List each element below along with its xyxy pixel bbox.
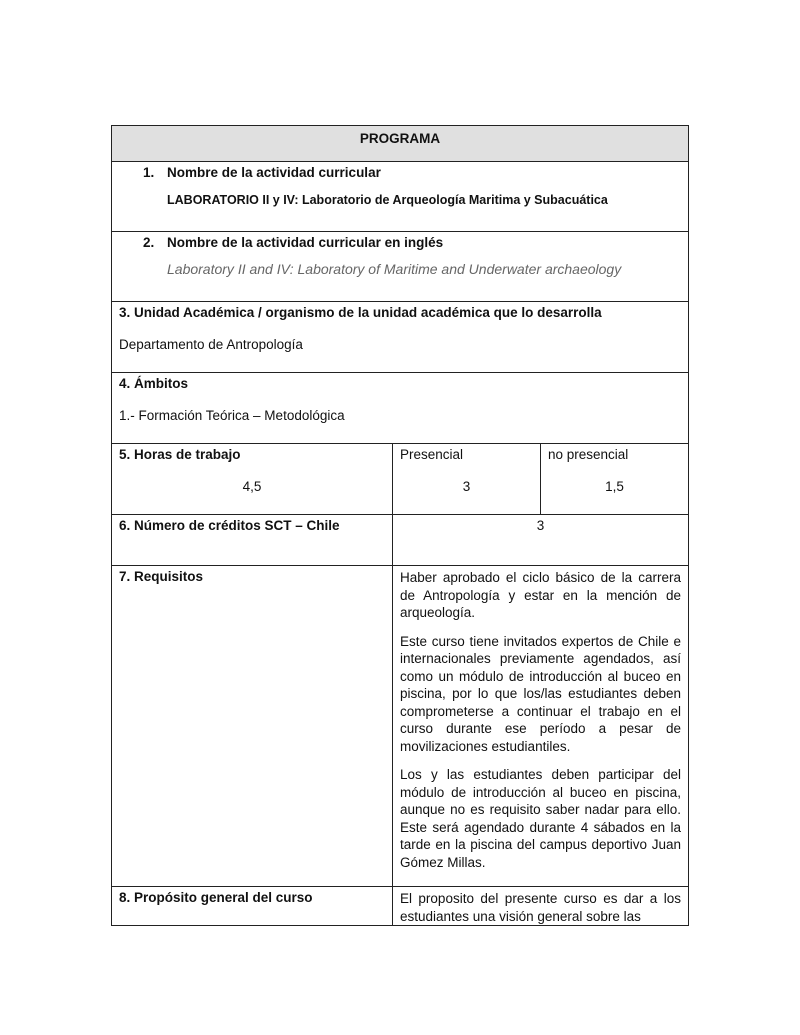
presencial-value: 3 <box>462 479 471 494</box>
section-2-value: Laboratory II and IV: Laboratory of Maritime and Underwater archaeology <box>167 261 622 277</box>
section-3-value: Departamento de Antropología <box>119 337 303 352</box>
section-5-row <box>112 444 689 515</box>
section-4-value: 1.- Formación Teórica – Metodológica <box>119 408 345 423</box>
section-1-row <box>112 162 689 232</box>
credits-value-cell <box>393 515 689 566</box>
work-hours-total: 4,5 <box>242 479 262 494</box>
section-1-heading <box>143 165 681 180</box>
no-presencial-cell <box>541 444 689 515</box>
section-2-heading <box>143 235 681 250</box>
no-presencial-label: no presencial <box>548 447 629 462</box>
presencial-label: Presencial <box>400 447 464 462</box>
section-3-cell <box>112 302 689 373</box>
section-6-row <box>112 515 689 566</box>
program-title: PROGRAMA <box>359 131 441 146</box>
section-7-row <box>112 566 689 887</box>
header-row <box>112 126 689 162</box>
section-3-row <box>112 302 689 373</box>
program-table <box>111 125 689 926</box>
section-1-value: LABORATORIO II y IV: Laboratorio de Arqueología Maritima y Subacuática <box>167 193 608 207</box>
section-2-row <box>112 232 689 302</box>
requisites-paragraph-3: Los y las estudiantes deben participar del módulo de introducción al buceo en piscina, aunque no es requisito saber nadar para ello. Este será agendado durante 4 sábados en la tarde en la piscina del campus deportivo Juan Gómez Millas. <box>400 767 681 870</box>
purpose-paragraph: El proposito del presente curso es dar a los estudiantes una visión general sobre las <box>400 891 681 924</box>
section-1-cell <box>112 162 689 232</box>
work-hours-cell <box>112 444 393 515</box>
section-2-number: 2. <box>143 235 155 250</box>
section-3-label: 3. Unidad Académica / organismo de la unidad académica que lo desarrolla <box>119 305 602 320</box>
section-2-cell <box>112 232 689 302</box>
section-7-label: 7. Requisitos <box>119 569 204 584</box>
requisites-paragraph-1: Haber aprobado el ciclo básico de la carrera de Antropología y estar en la mención de arqueología. <box>400 570 681 620</box>
section-4-cell <box>112 373 689 444</box>
section-8-row <box>112 887 689 926</box>
requisites-paragraph-2: Este curso tiene invitados expertos de Chile e internacionales previamente agendados, así como un módulo de introducción al buceo en piscina, por lo que los/las estudiantes deben comprometerse a continuar el trabajo en el curso durante ese período a pesar de movilizaciones estudiantiles. <box>400 633 681 754</box>
section-1-label: Nombre de la actividad curricular <box>167 165 381 180</box>
section-5-label: 5. Horas de trabajo <box>119 447 241 462</box>
credits-value: 3 <box>536 518 545 533</box>
section-8-label: 8. Propósito general del curso <box>119 890 313 905</box>
requisites-text-cell <box>393 566 689 887</box>
presencial-cell <box>393 444 541 515</box>
section-1-number: 1. <box>143 165 155 180</box>
section-2-label: Nombre de la actividad curricular en inglés <box>167 235 444 250</box>
no-presencial-value: 1,5 <box>605 479 624 494</box>
requisites-label-cell <box>112 566 393 887</box>
purpose-text-cell <box>393 887 689 926</box>
section-4-row <box>112 373 689 444</box>
header-cell <box>112 126 689 162</box>
section-6-label: 6. Número de créditos SCT – Chile <box>119 518 340 533</box>
purpose-label-cell <box>112 887 393 926</box>
section-4-label: 4. Ámbitos <box>119 376 189 391</box>
credits-label-cell <box>112 515 393 566</box>
